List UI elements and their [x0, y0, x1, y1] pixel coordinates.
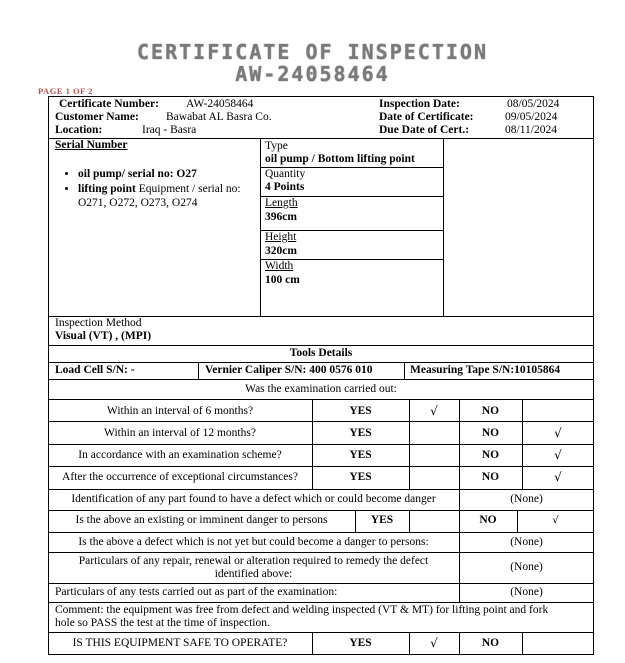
load-cell-serial: Load Cell S/N: - [55, 364, 135, 376]
tests-label: Particulars of any tests carried out as part of the examination: [55, 586, 338, 598]
divider [48, 632, 594, 633]
divider [48, 602, 594, 603]
width-label: Width [265, 260, 294, 272]
serial-number-list [60, 167, 268, 211]
check-icon: √ [430, 404, 438, 418]
comment-line2: hole so PASS the test at the time of inspection. [55, 617, 270, 629]
future-danger-label: Is the above a defect which is not yet but could become a danger to persons: [78, 536, 429, 548]
future-danger-value: (None) [510, 536, 543, 548]
quantity-label: Quantity [265, 168, 306, 180]
exam-row-label: Within an interval of 12 months? [104, 427, 256, 439]
exam-row-label: Within an interval of 6 months? [106, 405, 254, 417]
check-icon: √ [554, 426, 562, 440]
divider [48, 532, 594, 533]
length-value: 396cm [265, 211, 297, 223]
certificate-date-label: Date of Certificate: [379, 111, 474, 123]
tests-value: (None) [510, 586, 543, 598]
divider [48, 421, 594, 422]
document-number: AW-24058464 [235, 62, 390, 86]
divider [48, 466, 594, 467]
certificate-number-label: Certificate Number: [59, 98, 159, 110]
height-value: 320cm [265, 245, 297, 257]
exam-row-yes: YES [349, 427, 372, 439]
certificate-number-value: AW-24058464 [186, 98, 254, 110]
divider [260, 138, 261, 316]
divider [48, 444, 594, 445]
danger-label: Is the above an existing or imminent danger to persons [75, 514, 328, 526]
exam-row-yes: YES [349, 449, 372, 461]
divider [48, 583, 594, 584]
check-icon: √ [554, 448, 562, 462]
check-icon: √ [430, 636, 438, 650]
inspection-date-value: 08/05/2024 [507, 98, 560, 110]
inspection-date-label: Inspection Date: [379, 98, 460, 110]
identification-value: (None) [510, 493, 543, 505]
customer-name-value: Bawabat AL Basra Co. [166, 111, 272, 123]
examination-question: Was the examination carried out: [245, 383, 397, 395]
exam-row-no: NO [481, 427, 500, 439]
length-label: Length [265, 197, 298, 209]
exam-row-label: In accordance with an examination scheme? [78, 449, 282, 461]
divider [522, 632, 523, 655]
danger-yes: YES [370, 514, 394, 526]
check-icon: √ [554, 470, 562, 484]
inspection-method-value: Visual (VT) , (MPI) [55, 330, 152, 342]
tools-heading: Tools Details [289, 347, 353, 359]
divider [48, 510, 594, 511]
width-value: 100 cm [265, 274, 300, 286]
serial-number-heading: Serial Number [55, 139, 128, 151]
document-title: CERTIFICATE OF INSPECTION [136, 40, 489, 64]
exam-row-no: NO [481, 471, 500, 483]
divider [48, 379, 594, 380]
exam-row-yes: YES [349, 405, 372, 417]
exam-row-no: NO [481, 405, 500, 417]
divider [48, 345, 594, 346]
location-value: Iraq - Basra [142, 124, 197, 136]
repair-label-line1: Particulars of any repair, renewal or alteration required to remedy the defect [78, 555, 429, 567]
due-date-value: 08/11/2024 [505, 124, 557, 136]
check-icon: √ [552, 515, 559, 526]
divider [48, 138, 594, 139]
divider [404, 362, 405, 379]
divider [48, 489, 594, 490]
type-value: oil pump / Bottom lifting point [265, 153, 415, 165]
inspection-method-label: Inspection Method [55, 317, 142, 329]
divider [198, 362, 199, 379]
divider [443, 138, 444, 316]
safe-to-operate-label: IS THIS EQUIPMENT SAFE TO OPERATE? [72, 637, 288, 649]
list-item: • lifting point Equipment / serial no: O271, O272, O273, O274 [78, 182, 268, 210]
divider [48, 552, 594, 553]
danger-no: NO [479, 514, 497, 526]
exam-row-no: NO [481, 449, 500, 461]
safe-yes: YES [349, 637, 372, 649]
certificate-date-value: 09/05/2024 [505, 111, 558, 123]
type-label: Type [265, 140, 288, 152]
due-date-label: Due Date of Cert.: [379, 124, 470, 136]
customer-name-label: Customer Name: [55, 111, 139, 123]
identification-label: Identification of any part found to have a defect which or could become danger [71, 493, 436, 505]
safe-no: NO [481, 637, 500, 649]
page-indicator: PAGE 1 OF 2 [38, 86, 93, 96]
exam-row-yes: YES [349, 471, 372, 483]
list-item: • oil pump/ serial no: O27 [78, 167, 268, 181]
location-label: Location: [55, 124, 103, 136]
exam-row-label: After the occurrence of exceptional circumstances? [62, 471, 298, 483]
divider [48, 399, 594, 400]
repair-label-line2: identified above: [214, 568, 293, 580]
repair-value: (None) [510, 561, 543, 573]
measuring-tape-serial: Measuring Tape S/N:10105864 [410, 364, 561, 376]
comment-line1: Comment: the equipment was free from defect and welding inspected (VT & MT) for lifting point and fork [55, 604, 549, 616]
height-label: Height [265, 231, 297, 243]
divider [409, 510, 410, 532]
quantity-value: 4 Points [265, 181, 305, 193]
vernier-caliper-serial: Vernier Caliper S/N: 400 0576 010 [205, 364, 373, 376]
divider [48, 362, 594, 363]
